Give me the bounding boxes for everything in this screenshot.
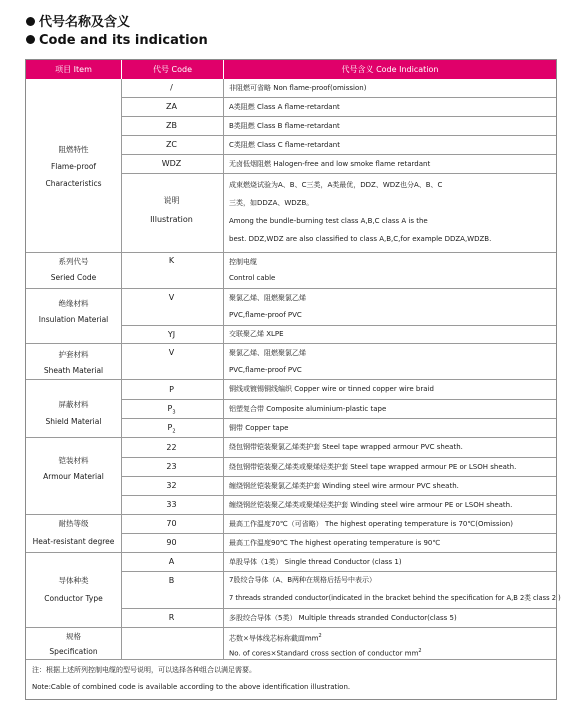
code-cell: 32	[166, 481, 177, 490]
indication-cell: 最高工作温度90℃ The highest operating temperature is 90℃	[229, 539, 441, 547]
indication-cell: PVC,flame-proof PVC	[229, 366, 302, 374]
heading-en-text: Code and its indication	[39, 33, 208, 48]
row-divider	[26, 252, 556, 253]
item-insulation-zh: 绝缘材料	[58, 299, 89, 308]
indication-cell: Control cable	[229, 274, 276, 282]
code-text: P	[167, 404, 173, 413]
indication-cell: C类阻燃 Class C flame-retardant	[229, 141, 340, 149]
row-divider	[26, 288, 556, 289]
code-cell: A	[168, 557, 175, 566]
indication-cell: 多股绞合导体（5类） Multiple threads stranded Conductor(class 5)	[229, 614, 457, 622]
indication-cell: 最高工作温度70℃（可省略） The highest operating temperature is 70℃(Omission)	[229, 520, 513, 528]
sub-row-divider	[122, 173, 556, 174]
indication-cell: 交联聚乙烯 XLPE	[229, 330, 284, 338]
indication-cell	[229, 644, 422, 661]
heading-zh	[26, 11, 130, 30]
item-shield-zh: 屏蔽材料	[58, 400, 89, 409]
item-series-zh: 系列代号	[58, 257, 89, 266]
header-indication: 代号含义 Code Indication	[341, 65, 439, 74]
item-sheath-zh: 护套材料	[58, 350, 89, 359]
heading-en	[26, 33, 208, 48]
illustration-line: best. DDZ,WDZ are also classified to class A,B,C,for example DDZA,WDZB.	[229, 235, 492, 243]
indication-cell: 绕包钢带铠装聚氯乙烯类护套 Steel tape wrapped armour PVC sheath.	[229, 443, 463, 451]
indication-cell: B类阻燃 Class B flame-retardant	[229, 122, 340, 130]
indication-cell: 聚氯乙烯、阻燃聚氯乙烯	[229, 349, 306, 357]
code-cell: 23	[166, 462, 177, 471]
illustration-en: Illustration	[150, 215, 193, 224]
illustration-zh: 说明	[163, 196, 180, 205]
code-cell: 22	[166, 443, 177, 452]
item-series-en: Seried Code	[50, 273, 97, 282]
code-cell: ZB	[166, 121, 177, 130]
spec-sup: 2	[318, 633, 322, 639]
spec-line1: 芯数×导体线芯标称截面mm	[229, 634, 319, 643]
code-cell: ZA	[166, 102, 177, 111]
spec-sup: 2	[418, 648, 422, 654]
note-en: Note:Cable of combined code is available according to the above identification illustration.	[32, 683, 351, 691]
item-conductor-en: Conductor Type	[44, 594, 103, 603]
indication-cell: 聚氯乙烯、阻燃聚氯乙烯	[229, 294, 306, 302]
code-cell: YJ	[167, 330, 176, 339]
indication-cell: 单股导体（1类） Single thread Conductor (class 1)	[229, 558, 402, 566]
spec-line2: No. of cores×Standard cross section of conductor mm	[229, 649, 419, 658]
code-text: P	[169, 385, 174, 394]
code-cell: 33	[166, 500, 177, 509]
code-cell: 70	[166, 519, 177, 528]
header-code: 代号 Code	[152, 65, 193, 74]
illustration-line: 成束燃烧试验为A、B、C三类，A类最优，DDZ、WDZ也分A、B、C	[229, 181, 443, 189]
row-divider	[26, 343, 556, 344]
indication-cell: 铜带 Copper tape	[229, 424, 289, 432]
row-divider	[26, 627, 556, 628]
code-cell: V	[168, 348, 175, 357]
item-flame-en2: Characteristics	[45, 179, 102, 188]
code-text: P	[167, 423, 173, 432]
item-conductor-zh: 导体种类	[58, 576, 89, 585]
heading-zh-text: 代号名称及含义	[39, 15, 131, 30]
indication-cell: A类阻燃 Class A flame-retardant	[229, 103, 340, 111]
indication-cell: 控制电缆	[229, 258, 257, 266]
code-table	[25, 59, 561, 700]
code-cell	[121, 380, 222, 399]
bullet-icon	[26, 17, 35, 26]
indication-cell: 缠绕钢丝铠装聚乙烯类或聚烯烃类护套 Winding steel wire armour PE or LSOH sheath.	[229, 501, 513, 509]
note-zh: 注：根据上述所列控制电缆的型号说明，可以选择各种组合以满足需要。	[32, 666, 256, 674]
indication-cell: 7股绞合导体（A、B两种在规格后括号中表示）	[229, 576, 377, 584]
code-subscript: 2	[172, 428, 176, 435]
item-insulation-en: Insulation Material	[38, 315, 109, 324]
illustration-line: 三类，如DDZA、WDZB。	[229, 199, 314, 207]
item-shield-en: Shield Material	[45, 417, 102, 426]
indication-cell: 绕包钢带铠装聚乙烯类或聚烯烃类护套 Steel tape wrapped armour PE or LSOH sheath.	[229, 463, 517, 471]
indication-cell: 7 threads stranded conductor(indicated in the bracket behind the specification for A,B 2类 class 2 )	[229, 594, 561, 602]
indication-cell: 非阻燃可省略 Non flame-proof(omission)	[229, 84, 367, 92]
code-cell: WDZ	[161, 159, 182, 168]
item-flame-zh: 阻燃特性	[58, 145, 89, 154]
item-armour-zh: 铠装材料	[58, 456, 89, 465]
code-cell: 90	[166, 538, 177, 547]
code-subscript: 3	[172, 409, 176, 416]
item-spec-en: Specification	[49, 647, 98, 656]
code-cell: B	[168, 576, 175, 585]
code-cell: /	[170, 83, 173, 92]
code-cell: ZC	[165, 140, 178, 149]
header-item: 项目 Item	[55, 65, 92, 74]
table-header	[26, 60, 556, 79]
item-heat-zh: 耐热等级	[58, 519, 89, 528]
illustration-line: Among the bundle-burning test class A,B,C class A is the	[229, 217, 428, 225]
indication-cell: 无卤低烟阻燃 Halogen-free and low smoke flame retardant	[229, 160, 431, 168]
code-cell: R	[168, 613, 175, 622]
code-cell: K	[168, 256, 175, 265]
column-divider	[223, 79, 224, 659]
indication-cell: PVC,flame-proof PVC	[229, 311, 302, 319]
indication-cell: 铜线或镀锡铜线编织 Copper wire or tinned copper wire braid	[229, 385, 434, 393]
code-cell: V	[168, 293, 175, 302]
item-spec-zh: 规格	[66, 632, 81, 641]
item-heat-en: Heat-resistant degree	[32, 537, 115, 546]
indication-cell: 缠绕钢丝铠装聚氯乙烯类护套 Winding steel wire armour PVC sheath.	[229, 482, 459, 490]
item-sheath-en: Sheath Material	[43, 366, 104, 375]
item-flame-en1: Flame-proof	[50, 162, 97, 171]
indication-cell: 铝塑复合带 Composite aluminium-plastic tape	[229, 405, 387, 413]
bullet-icon	[26, 35, 35, 44]
item-armour-en: Armour Material	[43, 472, 104, 481]
